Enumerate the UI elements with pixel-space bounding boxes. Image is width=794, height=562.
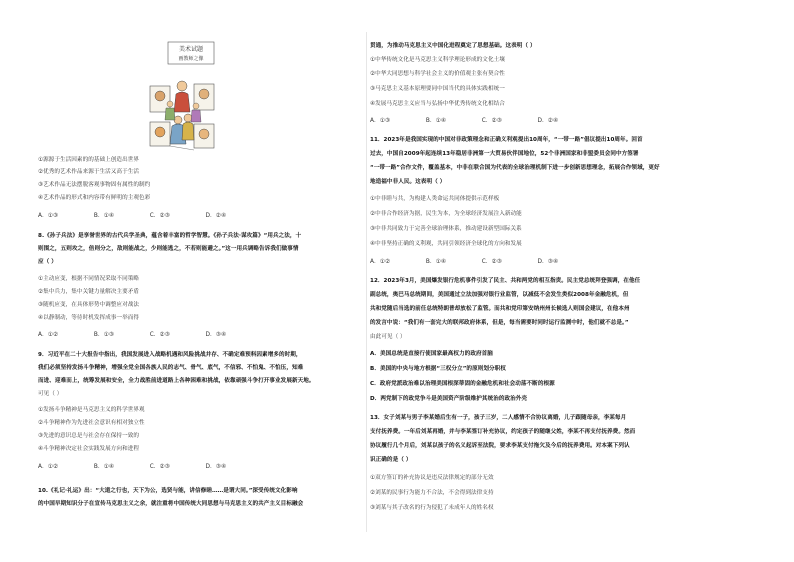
q8-stem-line-2: 则围之，五则攻之，倍则分之，敌则能战之，少则能逃之，不若则能避之。”这一用兵调略告诉我们做事情 (38, 246, 299, 252)
q8-option-1: ①主动应变，根据不同情况采取不同策略 (38, 276, 140, 282)
q8-answer-c[interactable]: C．②③ (149, 332, 170, 338)
q8-answers (38, 332, 260, 339)
q11-answer-b[interactable]: B．①④ (425, 259, 447, 265)
q10-option-4: ④发展马克思主义应当与弘扬中华优秀传统文化相结合 (370, 101, 505, 107)
q9-answer-b[interactable]: B．①④ (93, 464, 115, 470)
q7-answers (38, 213, 260, 220)
q10-option-1: ①中华传统文化是马克思主义科学理论形成的文化土壤 (370, 57, 505, 63)
q13-option-3: ③刘某与其子改名的行为侵犯了未成年人的姓名权 (370, 505, 494, 511)
q10-answer-b[interactable]: B．①④ (425, 118, 447, 124)
q10-option-3: ③马克思主义基本原理要同中国当代的具体实践相统一 (370, 86, 505, 92)
q9-option-4: ④斗争精神决定社会实践发展方向和进程 (38, 446, 140, 452)
q11-stem-line-1: 11．2023年是我国实现的中国对非政策理念和正确义利观提出10周年，“一带一路”倡议提出10周年。回首 (370, 137, 643, 143)
q8-answer-a[interactable]: A．①② (38, 332, 59, 338)
q12-stem-line-5: 由此可见（ ） (370, 334, 406, 340)
q9-option-2: ②斗争精神作为先进社会意识有相对独立性 (38, 420, 145, 426)
q9-answer-a[interactable]: A．①② (38, 464, 59, 470)
left-column (0, 0, 380, 562)
q13-stem-line-4: 识正确的是（ ） (370, 457, 412, 463)
q7-answer-c[interactable]: C．②③ (149, 213, 170, 219)
q12-option-a[interactable]: A．美国总统是直接行使国家最高权力的政府首脑 (370, 351, 493, 357)
q8-answer-b[interactable]: B．①③ (93, 332, 115, 338)
q9-stem-line-1: 9．习近平在二十大报告中指出，我国发展进入战略机遇和风险挑战并存、不确定难预料因素增多的时期， (38, 352, 302, 358)
q9-stem-line-4: 可见（ ） (38, 391, 63, 397)
q13-stem-line-2: 支付抚养费。一年后刘某再婚，并与李某签订补充协议，约定孩子的随继父姓，李某不再支付抚养费。然而 (370, 429, 636, 435)
q7-answer-d[interactable]: D．②④ (205, 213, 227, 219)
q13-stem-line-3: 协议履行几个月后，刘某以孩子的名义起诉至法院，要求李某支付拖欠及今后的抚养费用。对本案下列认 (370, 443, 630, 449)
q12-option-c[interactable]: C．政府党派政治难以治理美国根深蒂固的金融危机和社会动荡不断的根源 (370, 381, 555, 387)
q12-stem-line-1: 12．2023年3月，美国爆发银行危机事件引发了民主、共和两党的相互指责。民主党总统拜登强调，在他任 (370, 278, 641, 284)
q13-stem-line-1: 13．女子刘某与男子李某婚后生有一子，孩子三岁，二人感情不合协议离婚，儿子跟随母亲，李某每月 (370, 415, 627, 421)
q10-stem-line-3: 贯通，为推动马克思主义中国化进程奠定了思想基础。这表明（ ） (370, 43, 536, 49)
q11-stem-line-4: 地造福中非人民。这表明（ ） (370, 179, 446, 185)
illustration-title-2: 画教师之像 (178, 56, 204, 62)
q9-option-1: ①发扬斗争精神是马克思主义的科学世界观 (38, 407, 145, 413)
q11-answer-c[interactable]: C．②③ (481, 259, 502, 265)
q11-answer-d[interactable]: D．③④ (537, 259, 559, 265)
q9-stem-line-2: 我们必须坚持发扬斗争精神，增强全党全国各族人民的志气、骨气、底气，不信邪、不怕鬼、不怕压，知难 (38, 365, 304, 371)
q11-answer-a[interactable]: A．①② (370, 259, 391, 265)
right-column (370, 0, 790, 562)
q8-stem-line-1: 8.《孙子兵法》是享誉世界的古代兵学圣典，蕴含着丰富的哲学智慧。《孙子兵法·谋攻篇》“用兵之法，十 (38, 233, 302, 239)
q7-option-3: ③艺术作品无法摆脱客观事物固有属性的制约 (38, 182, 151, 188)
q8-option-2: ②集中兵力，集中关键力量解决主要矛盾 (38, 289, 140, 295)
q9-stem-line-3: 而进、迎难而上，统筹发展和安全，全力战胜前进道路上各种困难和挑战，依靠顽强斗争打开事业发展新天地。 (38, 378, 315, 384)
q7-answer-a[interactable]: A．①③ (38, 213, 59, 219)
q13-option-1: ①双方签订的补充协议是违反法律规定的部分无效 (370, 475, 494, 481)
q7-option-1: ①源源于生活因素的的基础上创造出世界 (38, 157, 140, 163)
q10-option-2: ②中华大同思想与科学社会主义的价值观主张有契合性 (370, 71, 505, 77)
q12-stem-line-2: 副总统，奥巴马总统期间，美国通过立法加强对银行业监管，以减低不会发生类似2008年金融危机，但 (370, 292, 629, 298)
art-illustration (148, 40, 216, 158)
q9-answer-d[interactable]: D．③④ (205, 464, 227, 470)
q11-answers (370, 259, 592, 266)
q11-option-4: ④中非坚持正确的义利观，共同引领经济全球化的方向和发展 (370, 241, 522, 247)
q7-answer-b[interactable]: B．①④ (93, 213, 115, 219)
q10-answers (370, 118, 592, 125)
q13-option-2: ②刘某的民事行为能力不合法，不会得到法律支持 (370, 490, 494, 496)
q11-option-3: ③中非共同致力于完善全球治理体系，推动建设新型国际关系 (370, 226, 522, 232)
q10-answer-d[interactable]: D．②④ (537, 118, 559, 124)
q10-stem-line-1: 10.《礼记·礼运》出：“大道之行也，天下为公，选贤与能，讲信修睦……是谓大同。”深受传统文化影响 (38, 488, 298, 494)
q8-answer-d[interactable]: D．③④ (205, 332, 227, 338)
q12-stem-line-3: 共和党随后当选的前任总统特朗普却放松了监管。而共和党印第安纳州州长候选人则国会建议，在他本州 (370, 306, 630, 312)
q11-option-1: ①中非睦与共，为构建人类命运共同体提供示范样板 (370, 196, 500, 202)
q12-option-b[interactable]: B．美国的中央与地方根据“三权分立”的原则划分职权 (370, 366, 506, 372)
q8-option-3: ③随机应变，在具体形势中调整应对战法 (38, 302, 140, 308)
q9-answer-c[interactable]: C．②③ (149, 464, 170, 470)
q9-answers (38, 464, 260, 471)
q11-option-2: ②中非合作经济为据，民生为本，为全球经济发展注入新动能 (370, 211, 522, 217)
q8-option-4: ④以静制动，等待时机发挥成事一举而得 (38, 315, 140, 321)
q11-stem-line-3: “一带一路”合作文件，覆盖基本，中非在联合国为代表的全球治理机制下进一步创新思想理念，拓展合作领域，更好 (370, 165, 660, 171)
q10-answer-a[interactable]: A．①③ (370, 118, 391, 124)
illustration-title-1: 美术试题 (178, 46, 204, 53)
q12-option-d[interactable]: D．两党制下的政党争斗是美国资产阶级维护其统治的政治外壳 (370, 396, 528, 402)
q10-stem-line-2: 的中国早期知识分子在宣传马克思主义之余，就注重将中国传统大同思想与马克思主义的共产主义目标融会 (38, 501, 304, 507)
q9-option-3: ③先进的意识总是与社会存在保持一致的 (38, 433, 140, 439)
q10-answer-c[interactable]: C．②③ (481, 118, 502, 124)
q12-stem-line-4: 的发言中说：“我们有一套完大的联邦政府体系，但是，每当需要时同时运行监测中时，他们就不总是。” (370, 320, 629, 326)
q7-option-2: ②优秀的艺术作品来源于生活又高于生活 (38, 169, 140, 175)
q8-stem-line-3: 应（ ） (38, 259, 57, 265)
q11-stem-line-2: 过去，中国自2009年起连续13年稳居非洲第一大贸易伙伴国地位，52个非洲国家和非盟委员会同中方签署 (370, 151, 639, 157)
q7-option-4: ④艺术作品的形式和内容带有鲜明的主观色彩 (38, 195, 151, 201)
